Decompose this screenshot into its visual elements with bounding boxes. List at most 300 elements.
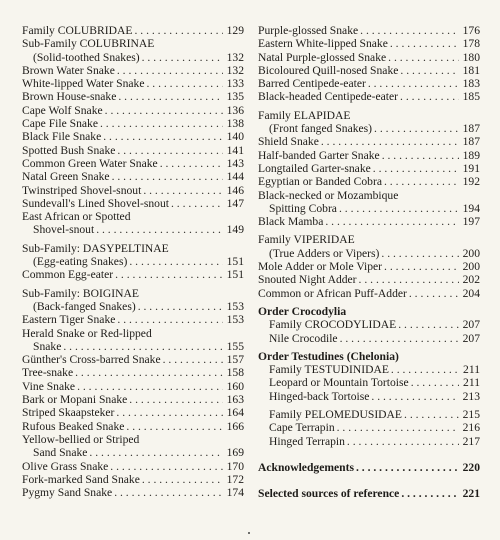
toc-entry-title: Spitting Cobra — [269, 201, 337, 215]
page-mark — [248, 532, 250, 534]
dot-leader — [382, 260, 459, 273]
toc-page-number: 143 — [226, 156, 244, 170]
toc-page-number: 178 — [462, 37, 480, 51]
order-heading-text: Order Crocodylia — [258, 304, 347, 318]
toc-entry-title: Pygmy Sand Snake — [22, 486, 113, 500]
toc-entry-title: Family PELOMEDUSIDAE — [269, 408, 403, 422]
toc-entry-title: Leopard or Mountain Tortoise — [269, 376, 409, 390]
toc-page-number: 153 — [226, 313, 244, 327]
dot-leader — [407, 287, 459, 300]
toc-page-number: 160 — [226, 379, 244, 393]
dot-leader — [386, 51, 458, 64]
toc-page-number: 200 — [462, 246, 480, 260]
dot-leader — [382, 175, 459, 188]
toc-entry-line — [258, 260, 480, 273]
toc-page-number: 217 — [462, 434, 480, 448]
toc-entry-line — [258, 64, 480, 77]
toc-entry — [258, 461, 480, 474]
dot-leader — [115, 144, 222, 157]
toc-entry — [258, 287, 480, 300]
toc-entry — [258, 233, 480, 260]
toc-page-number: 132 — [226, 63, 244, 77]
toc-entry — [258, 487, 480, 500]
toc-entry-line — [258, 318, 480, 331]
toc-entry-title: Longtailed Garter-snake — [258, 161, 371, 175]
toc-entry — [258, 435, 480, 448]
toc-entry — [22, 366, 244, 379]
toc-entry-title: Family VIPERIDAE — [258, 233, 355, 247]
toc-entry — [258, 24, 480, 37]
toc-entry — [258, 175, 480, 188]
toc-entry-line — [258, 247, 480, 260]
dot-leader — [140, 473, 223, 486]
toc-entry — [22, 473, 244, 486]
toc-entry-title: Herald Snake or Red-lipped — [22, 326, 152, 340]
toc-page-number: 153 — [226, 299, 244, 313]
toc-entry-title: Cape File Snake — [22, 117, 98, 131]
dot-leader — [61, 340, 222, 353]
toc-entry-line — [258, 189, 480, 202]
toc-entry-line — [22, 313, 244, 326]
dot-leader — [140, 51, 223, 64]
toc-entry-line — [258, 202, 480, 215]
toc-entry-line — [258, 215, 480, 228]
toc-entry — [258, 421, 480, 434]
toc-entry-line — [258, 24, 480, 37]
toc-entry-title: Sand Snake — [33, 446, 88, 460]
toc-entry-line — [22, 366, 244, 379]
toc-entry-line — [22, 287, 244, 300]
toc-entry-title: Family COLUBRIDAE — [22, 24, 133, 37]
toc-entry — [22, 242, 244, 269]
toc-entry — [22, 393, 244, 406]
toc-page-number: 192 — [462, 175, 480, 189]
toc-entry-title: (Front fanged Snakes) — [269, 122, 373, 136]
toc-entry-title: Olive Grass Snake — [22, 459, 109, 473]
dot-leader — [161, 353, 223, 366]
dot-leader — [399, 487, 458, 500]
toc-entry — [22, 460, 244, 473]
toc-entry — [258, 77, 480, 90]
toc-entry-line — [258, 51, 480, 64]
dot-leader — [73, 366, 223, 379]
toc-entry-title: Common Egg-eater — [22, 268, 114, 282]
dot-leader — [388, 37, 459, 50]
toc-entry-line — [258, 135, 480, 148]
toc-entry — [258, 37, 480, 50]
toc-entry — [22, 144, 244, 157]
toc-entry — [22, 268, 244, 281]
dot-leader — [124, 420, 222, 433]
toc-page-number: 149 — [226, 223, 244, 237]
toc-entry — [22, 90, 244, 103]
toc-entry-line — [22, 90, 244, 103]
toc-entry — [258, 135, 480, 148]
dot-leader — [358, 24, 458, 37]
dot-leader — [127, 393, 222, 406]
dot-leader — [115, 313, 222, 326]
toc-entry-title: East African or Spotted — [22, 210, 131, 224]
toc-entry — [22, 157, 244, 170]
toc-entry — [22, 197, 244, 210]
toc-left-column — [22, 24, 244, 499]
toc-entry-title: Fork-marked Sand Snake — [22, 472, 140, 486]
toc-entry — [258, 390, 480, 403]
toc-entry-line — [258, 461, 480, 474]
toc-entry-title: (Back-fanged Snakes) — [33, 299, 136, 313]
toc-page-number: 189 — [462, 148, 480, 162]
toc-entry — [258, 149, 480, 162]
toc-entry-title: (True Adders or Vipers) — [269, 246, 380, 260]
toc-entry-title: Common or African Puff-Adder — [258, 286, 407, 300]
toc-entry-title: Sub-Family: BOIGINAE — [22, 286, 139, 300]
toc-entry — [22, 37, 244, 64]
dot-leader — [113, 268, 222, 281]
dot-leader — [372, 122, 459, 135]
toc-entry-title: Black File Snake — [22, 130, 102, 144]
toc-page-number: 146 — [226, 183, 244, 197]
toc-entry-title: Egyptian or Banded Cobra — [258, 175, 382, 189]
toc-page-number: 207 — [462, 318, 480, 332]
toc-entry-line — [22, 51, 244, 64]
toc-page-number: 187 — [462, 135, 480, 149]
toc-page-number: 221 — [462, 487, 480, 501]
toc-entry-line — [22, 255, 244, 268]
dot-leader — [110, 170, 223, 183]
toc-entry-title: Twinstriped Shovel-snout — [22, 183, 142, 197]
toc-entry-line — [258, 162, 480, 175]
toc-entry-line — [258, 37, 480, 50]
toc-page-number: 174 — [226, 486, 244, 500]
toc-entry-line — [258, 390, 480, 403]
toc-entry-line — [22, 420, 244, 433]
toc-entry — [22, 104, 244, 117]
toc-entry — [258, 189, 480, 216]
toc-page-number: 172 — [226, 472, 244, 486]
toc-page-number: 180 — [462, 50, 480, 64]
toc-page-number: 140 — [226, 130, 244, 144]
toc-entry — [22, 117, 244, 130]
toc-entry-line — [258, 435, 480, 448]
toc-page-number: 200 — [462, 260, 480, 274]
toc-entry-title: Cape Terrapin — [269, 421, 335, 435]
dot-leader — [354, 461, 459, 474]
toc-page-number: 144 — [226, 170, 244, 184]
toc-entry-title: Sundevall's Lined Shovel-snout — [22, 196, 169, 210]
toc-entry — [22, 210, 244, 237]
toc-page-number: 213 — [462, 389, 480, 403]
toc-entry-title: Sub-Family: DASYPELTINAE — [22, 241, 169, 255]
toc-entry-line — [258, 77, 480, 90]
dot-leader — [319, 135, 459, 148]
toc-entry — [22, 24, 244, 37]
toc-entry — [22, 313, 244, 326]
toc-entry-title: Snouted Night Adder — [258, 273, 357, 287]
toc-entry-line — [22, 393, 244, 406]
toc-entry-title: Yellow-bellied or Striped — [22, 432, 140, 446]
dot-leader — [409, 376, 459, 389]
toc-entry-line — [22, 327, 244, 340]
dot-leader — [396, 318, 458, 331]
toc-entry — [22, 353, 244, 366]
toc-page-number: 220 — [462, 460, 480, 474]
toc-entry-title: Shield Snake — [258, 135, 319, 149]
toc-entry-line — [258, 332, 480, 345]
toc-entry-line — [22, 197, 244, 210]
dot-leader — [169, 197, 223, 210]
toc-entry-line — [22, 130, 244, 143]
toc-right-column — [258, 24, 480, 501]
dot-leader — [345, 435, 459, 448]
toc-entry-line — [22, 184, 244, 197]
dot-leader — [158, 157, 223, 170]
toc-page-number: 216 — [462, 421, 480, 435]
toc-entry — [22, 130, 244, 143]
dot-leader — [369, 390, 458, 403]
toc-entry-title: Cape Wolf Snake — [22, 103, 103, 117]
toc-entry-line — [258, 363, 480, 376]
toc-entry-line — [258, 175, 480, 188]
toc-entry-line — [258, 109, 480, 122]
toc-page-number: 157 — [226, 353, 244, 367]
toc-entry-line — [22, 144, 244, 157]
toc-page-number: 211 — [463, 376, 480, 390]
toc-entry — [258, 215, 480, 228]
dot-leader — [87, 446, 222, 459]
toc-entry — [258, 273, 480, 286]
dot-leader — [366, 77, 459, 90]
dot-leader — [114, 406, 222, 419]
toc-entry-line — [258, 122, 480, 135]
toc-entry-line — [22, 37, 244, 50]
toc-page-number: 191 — [462, 161, 480, 175]
order-heading — [258, 350, 480, 363]
dot-leader — [127, 255, 222, 268]
toc-page-number: 197 — [462, 215, 480, 229]
toc-page-number: 163 — [226, 393, 244, 407]
toc-entry-line — [258, 90, 480, 103]
toc-entry-line — [22, 353, 244, 366]
dot-leader — [103, 104, 223, 117]
toc-entry-title: Mole Adder or Mole Viper — [258, 260, 383, 274]
dot-leader — [380, 149, 459, 162]
toc-entry-title: Family ELAPIDAE — [258, 108, 351, 122]
toc-page-number: 135 — [226, 90, 244, 104]
toc-entry — [258, 109, 480, 136]
toc-page-number: 183 — [462, 77, 480, 91]
toc-entry-title: White-lipped Water Snake — [22, 77, 145, 91]
toc-entry-title: Black Mamba — [258, 215, 324, 229]
toc-page-number: 211 — [463, 363, 480, 377]
dot-leader — [371, 162, 459, 175]
dot-leader — [108, 460, 222, 473]
toc-entry-line — [22, 268, 244, 281]
toc-entry — [22, 420, 244, 433]
toc-entry — [22, 64, 244, 77]
toc-entry-line — [22, 380, 244, 393]
toc-entry — [258, 408, 480, 421]
toc-entry-line — [22, 157, 244, 170]
toc-entry-line — [258, 233, 480, 246]
toc-page-number: 147 — [226, 196, 244, 210]
toc-entry-title: Vine Snake — [22, 379, 76, 393]
dot-leader — [98, 117, 223, 130]
order-heading — [258, 305, 480, 318]
dot-leader — [115, 64, 223, 77]
toc-entry-title: Hinged Terrapin — [269, 434, 345, 448]
toc-page-number: 181 — [462, 63, 480, 77]
toc-entry — [258, 376, 480, 389]
toc-entry-title: Striped Skaapsteker — [22, 406, 115, 420]
dot-leader — [75, 380, 223, 393]
toc-entry-title: Rufous Beaked Snake — [22, 419, 125, 433]
toc-entry-line — [258, 273, 480, 286]
toc-entry-title: Natal Purple-glossed Snake — [258, 50, 387, 64]
toc-entry-line — [258, 287, 480, 300]
toc-page-number: 141 — [226, 143, 244, 157]
toc-entry-title: Natal Green Snake — [22, 170, 110, 184]
toc-entry-title: Eastern White-lipped Snake — [258, 37, 388, 51]
toc-entry — [258, 363, 480, 376]
order-heading-text: Order Testudines (Chelonia) — [258, 349, 399, 363]
toc-entry-title: (Solid-toothed Snakes) — [33, 50, 140, 64]
toc-page-number: 133 — [226, 77, 244, 91]
toc-entry — [22, 77, 244, 90]
toc-entry-title: Bark or Mopani Snake — [22, 393, 128, 407]
toc-entry-title: Snake — [33, 339, 62, 353]
toc-entry-title: Barred Centipede-eater — [258, 77, 366, 91]
toc-entry — [22, 380, 244, 393]
dot-leader — [389, 363, 459, 376]
toc-entry-title: Black-necked or Mozambique — [258, 188, 399, 202]
toc-page-number: 155 — [226, 339, 244, 353]
toc-entry — [258, 260, 480, 273]
toc-page-number: 170 — [226, 459, 244, 473]
dot-leader — [335, 421, 459, 434]
toc-entry — [22, 287, 244, 314]
toc-page-number: 176 — [462, 24, 480, 37]
toc-entry-line — [22, 473, 244, 486]
toc-entry — [22, 170, 244, 183]
dot-leader — [323, 215, 458, 228]
toc-entry-line — [258, 149, 480, 162]
toc-entry-line — [22, 242, 244, 255]
toc-page-number: 151 — [226, 255, 244, 269]
toc-entry-title: Hinged-back Tortoise — [269, 389, 370, 403]
toc-entry-title: Bicoloured Quill-nosed Snake — [258, 63, 399, 77]
toc-page-number: 151 — [226, 268, 244, 282]
toc-entry — [258, 51, 480, 64]
toc-entry-line — [22, 433, 244, 446]
dot-leader — [136, 300, 223, 313]
toc-entry-line — [22, 24, 244, 37]
dot-leader — [398, 64, 458, 77]
toc-entry-title: Brown Water Snake — [22, 63, 115, 77]
toc-page-number: 194 — [462, 201, 480, 215]
toc-entry-line — [22, 117, 244, 130]
toc-entry-title: Common Green Water Snake — [22, 156, 158, 170]
toc-page-number: 202 — [462, 273, 480, 287]
toc-entry-line — [22, 460, 244, 473]
dot-leader — [398, 90, 459, 103]
toc-entry-line — [22, 104, 244, 117]
toc-entry-title: Half-banded Garter Snake — [258, 148, 380, 162]
toc-entry-line — [22, 223, 244, 236]
toc-page-number: 166 — [226, 419, 244, 433]
toc-entry — [258, 332, 480, 345]
toc-page-number: 204 — [462, 286, 480, 300]
toc-entry-title: Family TESTUDINIDAE — [269, 363, 389, 377]
toc-entry-title: (Egg-eating Snakes) — [33, 255, 128, 269]
toc-entry — [258, 318, 480, 331]
toc-entry-line — [258, 376, 480, 389]
toc-page-number: 129 — [226, 24, 244, 37]
toc-entry-title: Eastern Tiger Snake — [22, 313, 116, 327]
toc-entry-title: Günther's Cross-barred Snake — [22, 353, 161, 367]
toc-entry-title: Sub-Family COLUBRINAE — [22, 37, 155, 51]
toc-entry-line — [22, 486, 244, 499]
toc-entry-title: Nile Crocodile — [269, 331, 338, 345]
toc-page-number: 136 — [226, 103, 244, 117]
toc-page-number: 207 — [462, 331, 480, 345]
dot-leader — [141, 184, 222, 197]
dot-leader — [112, 486, 222, 499]
dot-leader — [379, 247, 458, 260]
toc-entry-line — [22, 300, 244, 313]
toc-entry — [22, 184, 244, 197]
toc-entry — [258, 90, 480, 103]
toc-page-number: 169 — [226, 446, 244, 460]
toc-entry-line — [22, 210, 244, 223]
toc-entry — [22, 486, 244, 499]
toc-entry — [22, 327, 244, 354]
dot-leader — [101, 130, 222, 143]
toc-entry-line — [258, 408, 480, 421]
toc-entry-title: Family CROCODYLIDAE — [269, 318, 397, 332]
toc-entry-title: Black-headed Centipede-eater — [258, 90, 399, 104]
toc-entry-line — [22, 340, 244, 353]
toc-entry-line — [22, 170, 244, 183]
toc-entry-line — [22, 406, 244, 419]
toc-entry-line — [22, 77, 244, 90]
dot-leader — [338, 332, 459, 345]
toc-entry — [22, 406, 244, 419]
toc-entry-title: Purple-glossed Snake — [258, 24, 359, 37]
toc-entry-line — [22, 446, 244, 459]
dot-leader — [116, 90, 222, 103]
toc-entry — [258, 64, 480, 77]
toc-entry — [22, 433, 244, 460]
toc-page-number: 215 — [462, 408, 480, 422]
toc-entry-title: Selected sources of reference — [258, 487, 400, 501]
dot-leader — [94, 223, 222, 236]
dot-leader — [357, 273, 459, 286]
dot-leader — [337, 202, 459, 215]
toc-entry-title: Tree-snake — [22, 366, 74, 380]
toc-entry-title: Acknowledgements — [258, 460, 354, 474]
toc-section-heading — [258, 350, 480, 363]
toc-page-number: 187 — [462, 122, 480, 136]
toc-page-number: 138 — [226, 117, 244, 131]
toc-page-number: 132 — [226, 50, 244, 64]
toc-entry-line — [22, 64, 244, 77]
toc-entry-title: Shovel-snout — [33, 223, 95, 237]
toc-page-number: 164 — [226, 406, 244, 420]
toc-entry-line — [258, 487, 480, 500]
toc-entry — [258, 162, 480, 175]
dot-leader — [132, 24, 222, 37]
toc-entry-title: Spotted Bush Snake — [22, 143, 116, 157]
